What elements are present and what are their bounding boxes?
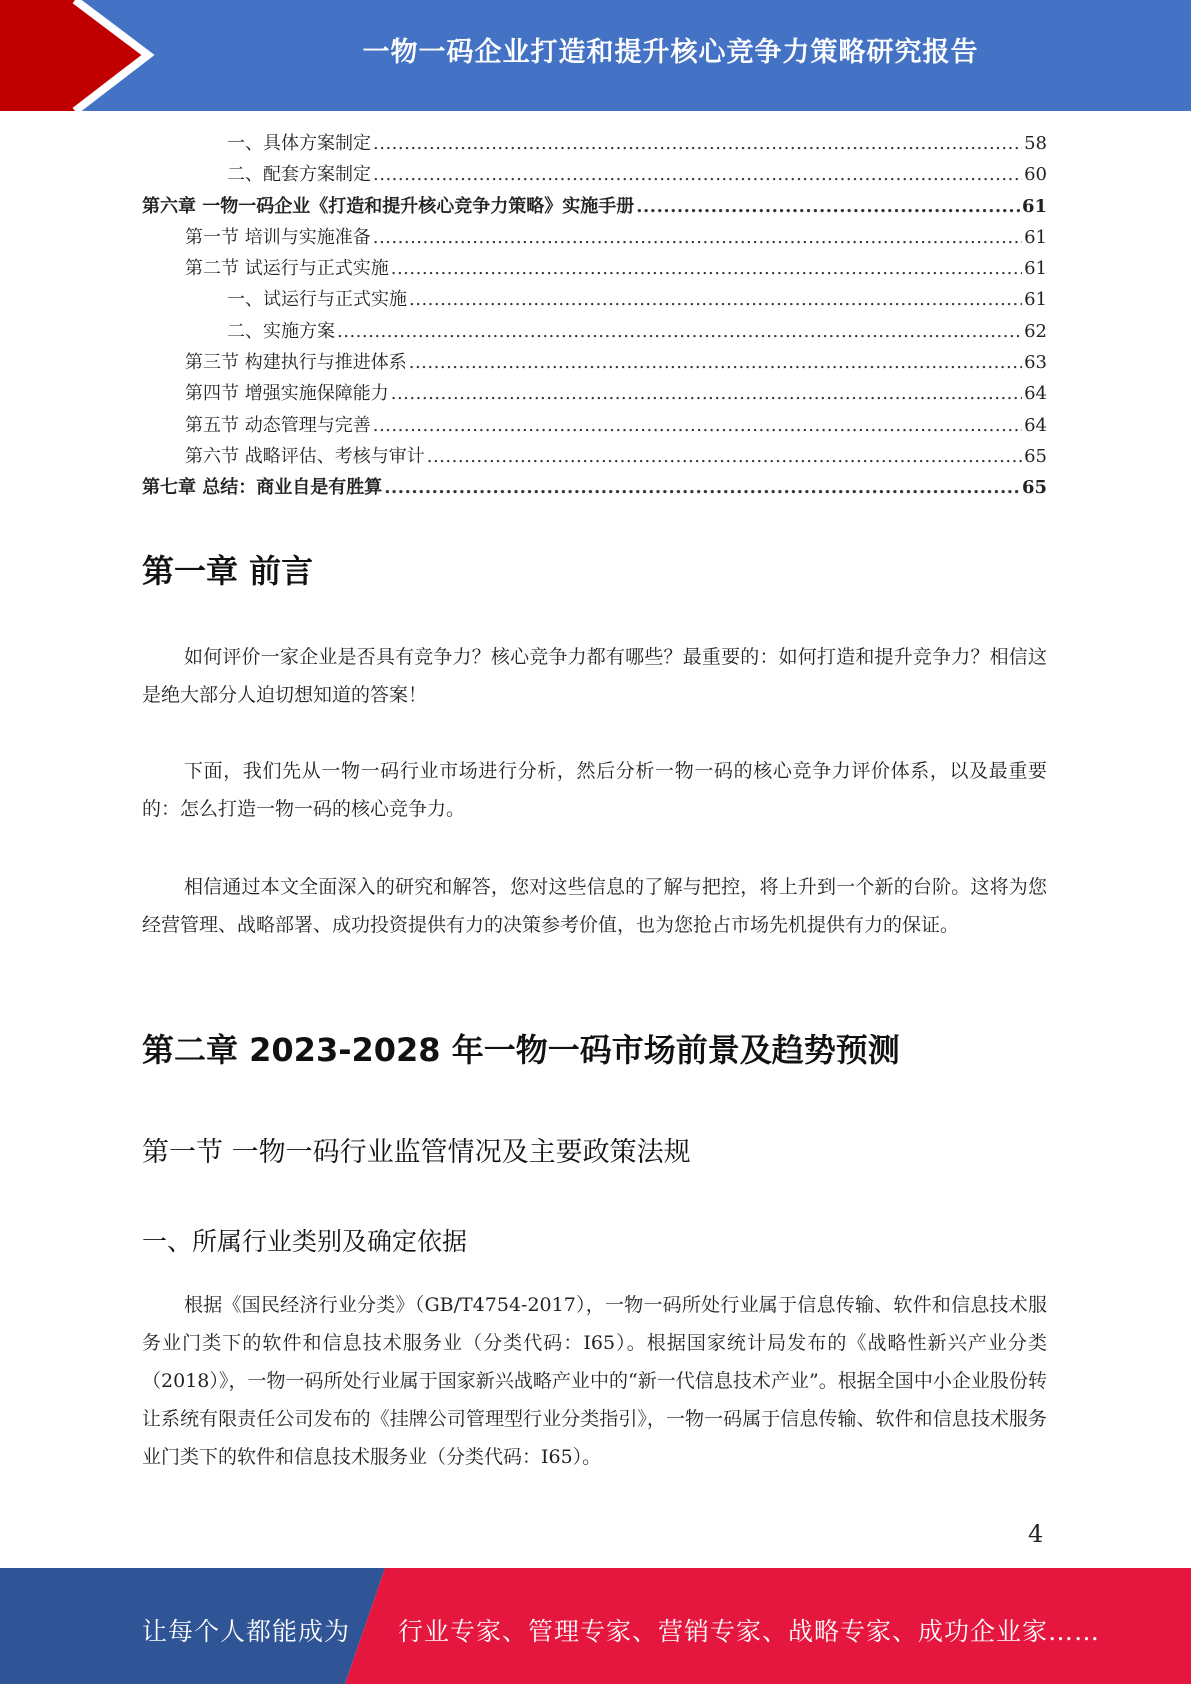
- toc-leader-dots: [636, 191, 1020, 222]
- table-of-contents: [142, 128, 1047, 504]
- toc-entry-page: 61: [1024, 258, 1047, 280]
- toc-entry-title: 第五节 动态管理与完善: [185, 414, 371, 436]
- toc-entry[interactable]: [142, 284, 1047, 315]
- report-title: 一物一码企业打造和提升核心竞争力策略研究报告: [362, 37, 979, 68]
- toc-entry[interactable]: [142, 222, 1047, 253]
- footer-banner: [0, 1568, 1191, 1684]
- toc-entry-page: 61: [1024, 289, 1047, 311]
- toc-leader-dots: [409, 347, 1022, 378]
- toc-entry-title: 第三节 构建执行与推进体系: [185, 352, 407, 374]
- toc-leader-dots: [391, 378, 1022, 409]
- toc-entry[interactable]: [142, 128, 1047, 159]
- toc-entry[interactable]: [142, 347, 1047, 378]
- toc-leader-dots: [373, 128, 1022, 159]
- toc-leader-dots: [373, 222, 1022, 253]
- toc-leader-dots: [391, 253, 1022, 284]
- toc-entry-page: 65: [1021, 477, 1047, 499]
- toc-entry[interactable]: [142, 472, 1047, 503]
- paragraph-intro-2: 下面，我们先从一物一码行业市场进行分析，然后分析一物一码的核心竞争力评价体系，以及最重要的：怎么打造一物一码的核心竞争力。: [142, 760, 1047, 820]
- toc-entry-page: 65: [1024, 445, 1047, 467]
- page-number: 4: [1028, 1520, 1044, 1548]
- toc-entry[interactable]: [142, 316, 1047, 347]
- chapter-heading-2: 第二章 2023-2028 年一物一码市场前景及趋势预测: [142, 1031, 900, 1069]
- header-banner: [0, 0, 1191, 111]
- toc-entry-title: 第六节 战略评估、考核与审计: [185, 445, 425, 467]
- toc-entry-page: 64: [1024, 414, 1047, 436]
- toc-entry-page: 61: [1024, 226, 1047, 248]
- toc-entry[interactable]: [142, 441, 1047, 472]
- footer-slogan-left: 让每个人都能成为: [142, 1617, 351, 1646]
- section-heading: 第一节 一物一码行业监管情况及主要政策法规: [142, 1137, 691, 1168]
- toc-leader-dots: [384, 472, 1020, 503]
- toc-entry[interactable]: [142, 191, 1047, 222]
- toc-entry-page: 63: [1024, 352, 1047, 374]
- toc-entry-title: 第七章 总结：商业自是有胜算: [142, 477, 383, 499]
- footer-slogan-right: 行业专家、管理专家、营销专家、战略专家、成功企业家……: [398, 1617, 1101, 1646]
- toc-entry-page: 58: [1024, 133, 1047, 154]
- toc-entry-title: 第二节 试运行与正式实施: [185, 258, 389, 280]
- subsection-heading: 一、所属行业类别及确定依据: [142, 1227, 468, 1256]
- toc-entry[interactable]: [142, 378, 1047, 409]
- toc-leader-dots: [337, 316, 1022, 347]
- toc-entry[interactable]: [142, 159, 1047, 190]
- toc-entry-title: 一、试运行与正式实施: [227, 289, 407, 311]
- toc-leader-dots: [373, 410, 1022, 441]
- toc-entry-page: 61: [1021, 195, 1047, 217]
- toc-entry[interactable]: [142, 410, 1047, 441]
- paragraph-intro-3: 相信通过本文全面深入的研究和解答，您对这些信息的了解与把控，将上升到一个新的台阶。这将为您经营管理、战略部署、成功投资提供有力的决策参考价值，也为您抢占市场先机提供有力的保证。: [142, 876, 1047, 936]
- toc-leader-dots: [409, 284, 1022, 315]
- toc-entry-title: 二、实施方案: [227, 320, 335, 342]
- paragraph-classification: 根据《国民经济行业分类》（GB/T4754-2017），一物一码所处行业属于信息传输、软件和信息技术服务业门类下的软件和信息技术服务业（分类代码：I65）。根据国家统计局发布的《战略性新兴产业分类（2018）》，一物一码所处行业属于国家新兴战略产业中的“新一代信息技术产业”。根据全国中小企业股份转让系统有限责任公司发布的《挂牌公司管理型行业分类指引》，一物一码属于信息传输、软件和信息技术服务业门类下的软件和信息技术服务业（分类代码：I65）。: [142, 1294, 1047, 1468]
- chapter-heading-1: 第一章 前言: [142, 552, 314, 590]
- toc-entry-page: 62: [1024, 320, 1047, 342]
- toc-entry-title: 二、配套方案制定: [227, 164, 371, 186]
- toc-entry-title: 第一节 培训与实施准备: [185, 226, 371, 248]
- toc-entry-title: 第四节 增强实施保障能力: [185, 383, 389, 405]
- paragraph-intro-1: 如何评价一家企业是否具有竞争力？核心竞争力都有哪些？最重要的：如何打造和提升竞争力？相信这是绝大部分人迫切想知道的答案！: [142, 646, 1047, 706]
- toc-entry-page: 64: [1024, 383, 1047, 405]
- toc-leader-dots: [427, 441, 1022, 472]
- toc-entry-page: 60: [1024, 164, 1047, 186]
- toc-entry[interactable]: [142, 253, 1047, 284]
- toc-entry-title: 第六章 一物一码企业《打造和提升核心竞争力策略》实施手册: [142, 195, 635, 217]
- toc-leader-dots: [373, 159, 1022, 190]
- toc-entry-title: 一、具体方案制定: [227, 133, 371, 154]
